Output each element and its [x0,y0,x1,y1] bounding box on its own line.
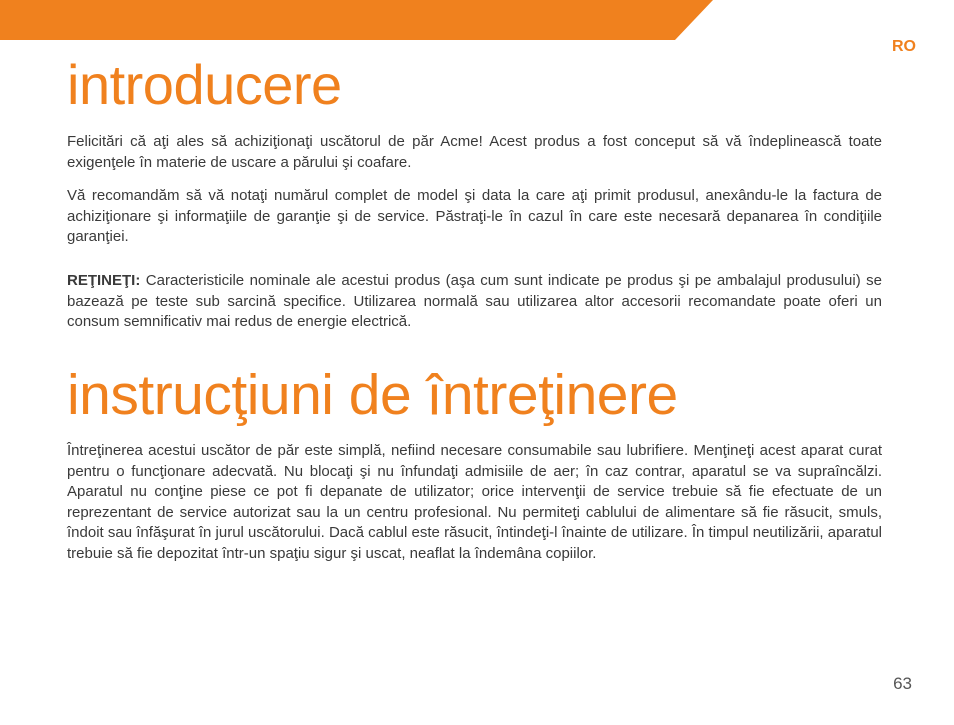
page-number: 63 [893,674,912,693]
note-paragraph [67,271,882,333]
language-code: RO [892,38,916,55]
maintenance-paragraph: Întreţinerea acestui uscător de păr este simplă, nefiind necesare consumabile sau lubrifiere. Menţineţi acest aparat curat pentru o funcţionare adecvată. Nu blocaţi şi nu înfundaţi admisiile de aer; în caz contrar, aparatul se va supraîncălzi. Aparatul nu conţine piese ce pot fi depanate de utilizator; orice intervenţii de service trebuie să fie efectuate de un reprezentant de service autorizat sau la un centru profesional. Nu permiteţi cablului de alimentare să fie răsucit, smuls, îndoit sau înfăşurat în jurul uscătorului. Dacă cablul este răsucit, întindeţi-l înainte de utilizare. În timpul neutilizării, aparatul trebuie să fie depozitat într-un spaţiu sigur şi uscat, neaflat la îndemâna copiilor. [67,442,882,562]
note-label: REŢINEŢI: [67,272,141,289]
section-title-maintenance: instrucţiuni de întreţinere [67,363,678,427]
section-title-introduction: introducere [67,53,342,116]
intro-paragraph-1: Felicitări că aţi ales să achiziţionaţi uscătorul de păr Acme! Acest produs a fost conceput să vă îndeplinească toate exigenţele în materie de uscare a părului şi coafare. [67,133,882,171]
note-text: Caracteristicile nominale ale acestui produs (aşa cum sunt indicate pe produs şi pe ambalajul produsului) se bazează pe teste sub sarcină specifice. Utilizarea normală sau utilizarea altor accesorii recomandate poate oferi un consum semnificativ mai redus de energie electrică. [67,272,882,330]
top-orange-banner [0,0,954,40]
intro-paragraph-2: Vă recomandăm să vă notaţi numărul complet de model şi data la care aţi primit produsul, anexându-le la factura de achiziţionare şi informaţiile de garanţie şi de service. Păstraţi-le în cazul în care este necesară depanarea în condiţiile garanţiei. [67,187,882,245]
